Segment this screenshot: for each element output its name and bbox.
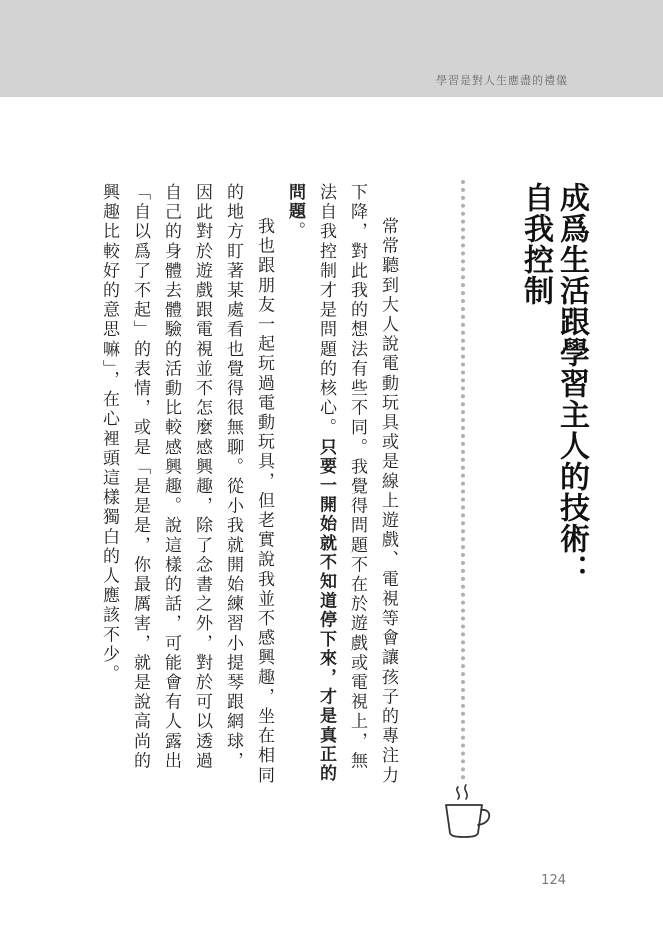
- dotted-rule: [461, 180, 465, 780]
- paragraph-1-emphasis: 只要一開始就不知道停下來，才是真正的問題: [285, 183, 336, 784]
- chapter-title-line-2: 自我控制: [518, 182, 553, 306]
- running-head: 學習是對人生應盡的禮儀: [436, 74, 568, 87]
- paragraph-1: [279, 183, 403, 788]
- coffee-cup-icon: [438, 783, 496, 839]
- body-text: [93, 183, 403, 788]
- paragraph-1-end: 。: [285, 221, 305, 242]
- paragraph-1-text: 常常聽到大人說電動玩具或是線上遊戲、電視等會讓孩子的專注力下降，對此我的想法有些不同。我覺得問題不在於遊戲或電視上，無法自我控制才是問題的核心。: [316, 183, 398, 786]
- paragraph-2: 我也跟朋友一起玩過電動玩具，但老實說我並不感興趣，坐在相同的地方盯著某處看也覺得很無聊。從小我就開始練習小提琴跟網球，因此對於遊戲跟電視並不怎麼感興趣，除了念書之外，對於可以透過自己的身體去體驗的活動比較感興趣。說這樣的話，可能會有人露出「自以爲了不起」的表情，或是「是是是，你最厲害，就是說高尚的興趣比較好的意思嘛」，在心裡頭這樣獨白的人應該不少。: [99, 183, 274, 786]
- page-number: 124: [541, 873, 566, 888]
- chapter-title: [517, 182, 589, 602]
- chapter-title-line-1: 成爲生活跟學習主人的技術：: [554, 182, 589, 585]
